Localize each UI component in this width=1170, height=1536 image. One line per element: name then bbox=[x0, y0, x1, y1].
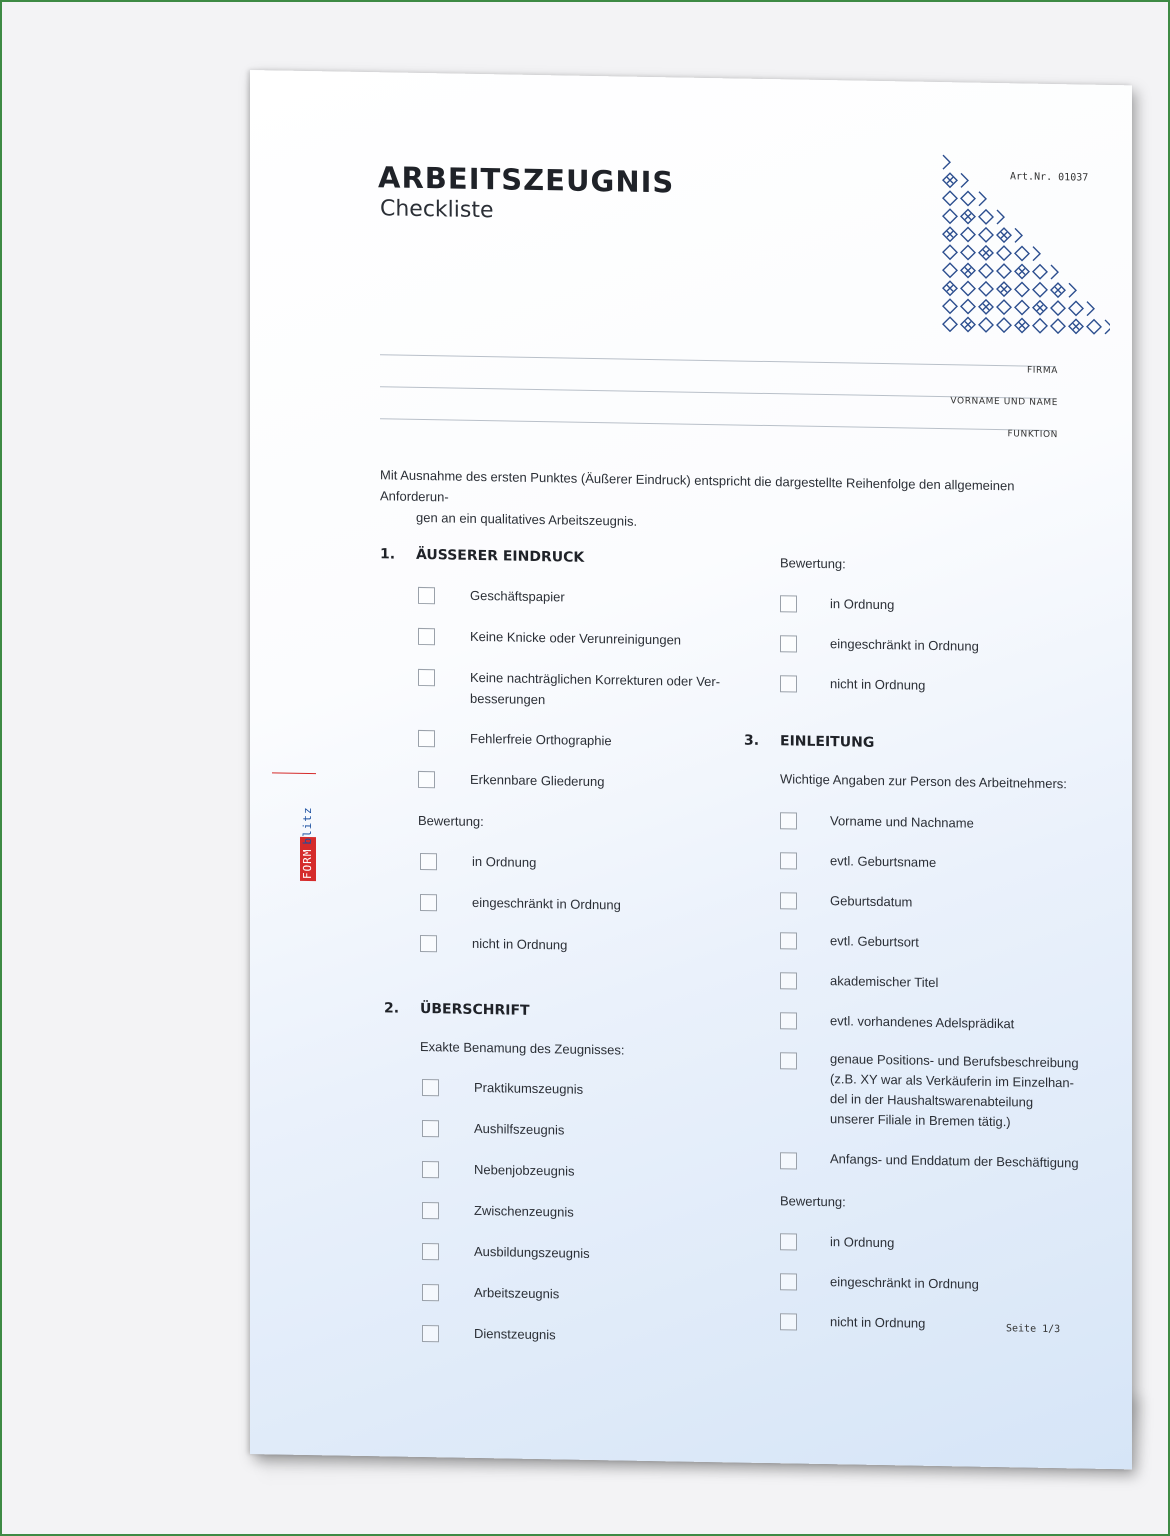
pattern-diamond bbox=[961, 281, 975, 295]
item-label: genaue Positions- und Berufsbeschreibung bbox=[830, 1051, 1079, 1071]
pattern-diamond bbox=[1087, 320, 1101, 334]
item-label: akademischer Titel bbox=[830, 973, 939, 991]
pattern-cross bbox=[965, 267, 971, 273]
checkbox-akademischer-titel[interactable] bbox=[780, 972, 797, 989]
checkbox-rating-in-ordnung[interactable] bbox=[420, 853, 437, 870]
checkbox-anfangs-enddatum[interactable] bbox=[780, 1152, 797, 1169]
pattern-cross bbox=[1001, 232, 1007, 238]
section-1-bewertung-label: Bewertung: bbox=[418, 812, 484, 830]
section-3-bewertung-label: Bewertung: bbox=[780, 1193, 846, 1210]
pattern-diamond bbox=[979, 228, 993, 242]
checkbox-gliederung[interactable] bbox=[418, 771, 435, 788]
pattern-diamond bbox=[1087, 302, 1094, 316]
pattern-cross bbox=[1037, 305, 1043, 311]
item-label: evtl. vorhandenes Adelsprädikat bbox=[830, 1013, 1015, 1032]
checkbox-rating-eingeschraenkt[interactable] bbox=[420, 894, 437, 911]
pattern-cross bbox=[1019, 322, 1025, 328]
pattern-diamond bbox=[1069, 283, 1076, 297]
checkbox-keine-knicke[interactable] bbox=[418, 628, 435, 645]
pattern-diamond bbox=[961, 191, 975, 205]
article-number: Art.Nr. 01037 bbox=[1010, 171, 1089, 184]
pattern-diamond bbox=[1033, 265, 1047, 279]
pattern-diamond bbox=[943, 299, 957, 313]
item-label: Vorname und Nachname bbox=[830, 813, 974, 831]
logo-blitz: blitz bbox=[301, 806, 314, 845]
checkbox-vorname-nachname[interactable] bbox=[780, 812, 797, 829]
firma-line bbox=[380, 354, 1056, 367]
pattern-diamond bbox=[997, 264, 1011, 278]
item-label: Anfangs- und Enddatum der Beschäftigung bbox=[830, 1151, 1079, 1171]
item-label: Arbeitszeugnis bbox=[474, 1284, 560, 1302]
pattern-diamond bbox=[979, 192, 986, 206]
checkbox-keine-korrekturen[interactable] bbox=[418, 669, 435, 686]
logo-text bbox=[300, 773, 316, 881]
checkbox-aushilfszeugnis[interactable] bbox=[422, 1120, 439, 1137]
rating-label: nicht in Ordnung bbox=[472, 935, 568, 953]
checkbox-positionsbeschreibung[interactable] bbox=[780, 1052, 797, 1069]
checkbox-geburtsort[interactable] bbox=[780, 932, 797, 949]
rating-label: in Ordnung bbox=[472, 853, 537, 870]
section-2-title: ÜBERSCHRIFT bbox=[420, 1000, 530, 1019]
firma-label: FIRMA bbox=[1026, 365, 1058, 377]
pattern-diamond bbox=[943, 155, 950, 169]
pattern-diamond bbox=[1015, 228, 1022, 242]
document-page bbox=[250, 70, 1132, 1469]
section-1-title: ÄUSSERER EINDRUCK bbox=[416, 546, 585, 566]
checkbox-rating-nicht-in-ordnung[interactable] bbox=[780, 1313, 797, 1330]
pattern-cross bbox=[983, 250, 989, 256]
item-label: Ausbildungszeugnis bbox=[474, 1243, 590, 1261]
pattern-diamond bbox=[943, 191, 957, 205]
pattern-cross bbox=[947, 231, 953, 237]
checkbox-geburtsname[interactable] bbox=[780, 852, 797, 869]
checkbox-rating-eingeschraenkt[interactable] bbox=[780, 1273, 797, 1290]
page-number: Seite 1/3 bbox=[1006, 1323, 1061, 1336]
checkbox-dienstzeugnis[interactable] bbox=[422, 1325, 439, 1342]
pattern-diamond bbox=[961, 299, 975, 313]
checkbox-geburtsdatum[interactable] bbox=[780, 892, 797, 909]
pattern-diamond bbox=[997, 246, 1011, 260]
pattern-diamond bbox=[1015, 300, 1029, 314]
pattern-diamond bbox=[961, 245, 975, 259]
section-2-subheading: Exakte Benamung des Zeugnisses: bbox=[420, 1038, 625, 1058]
item-label: Geburtsdatum bbox=[830, 893, 913, 910]
item-label: Erkennbare Gliederung bbox=[470, 771, 605, 790]
pattern-cross bbox=[947, 285, 953, 291]
pattern-diamond bbox=[961, 173, 968, 187]
item-label-continued: unserer Filiale in Bremen tätig.) bbox=[830, 1111, 1011, 1130]
checkbox-orthographie[interactable] bbox=[418, 730, 435, 747]
item-label: Nebenjobzeugnis bbox=[474, 1161, 575, 1179]
pattern-diamond bbox=[1105, 320, 1110, 334]
pattern-diamond bbox=[943, 317, 957, 331]
pattern-diamond bbox=[979, 264, 993, 278]
rating-label: nicht in Ordnung bbox=[830, 676, 926, 693]
checkbox-rating-nicht-in-ordnung[interactable] bbox=[420, 935, 437, 952]
rating-label: nicht in Ordnung bbox=[830, 1314, 926, 1331]
document-subtitle: Checkliste bbox=[380, 196, 494, 224]
item-label: evtl. Geburtsname bbox=[830, 853, 937, 870]
pattern-diamond bbox=[1033, 319, 1047, 333]
item-label-continued: (z.B. XY war als Verkäuferin im Einzelhan- bbox=[830, 1071, 1074, 1091]
pattern-cross bbox=[1055, 287, 1061, 293]
intro-paragraph bbox=[380, 464, 1060, 539]
section-2-heading bbox=[384, 1000, 530, 1019]
checkbox-arbeitszeugnis[interactable] bbox=[422, 1284, 439, 1301]
item-label: Keine nachträglichen Korrekturen oder Ver- bbox=[470, 669, 721, 690]
item-label: Fehlerfreie Orthographie bbox=[470, 730, 612, 749]
pattern-diamond bbox=[1015, 246, 1029, 260]
section-1-heading bbox=[380, 546, 584, 566]
pattern-cross bbox=[1019, 268, 1025, 274]
item-label: Aushilfszeugnis bbox=[474, 1120, 565, 1138]
checkbox-praktikumszeugnis[interactable] bbox=[422, 1079, 439, 1096]
section-2-number: 2. bbox=[384, 1000, 400, 1017]
pattern-diamond bbox=[1033, 283, 1047, 297]
pattern-diamond bbox=[943, 263, 957, 277]
intro-line-1: Mit Ausnahme des ersten Punktes (Äußerer Eindruck) entspricht die dargestellte Reihenfolge den allgemeinen Anforderun- bbox=[380, 467, 1015, 505]
section-1-number: 1. bbox=[380, 546, 396, 563]
checkbox-zwischenzeugnis[interactable] bbox=[422, 1202, 439, 1219]
pattern-diamond bbox=[1051, 319, 1065, 333]
pattern-diamond bbox=[961, 227, 975, 241]
pattern-diamond bbox=[943, 245, 957, 259]
intro-line-2: gen an ein qualitatives Arbeitszeugnis. bbox=[416, 509, 638, 529]
formblitz-logo bbox=[300, 773, 316, 881]
pattern-diamond bbox=[997, 210, 1004, 224]
pattern-diamond bbox=[943, 209, 957, 223]
item-label: Keine Knicke oder Verunreinigungen bbox=[470, 628, 682, 648]
item-label: Geschäftspapier bbox=[470, 587, 565, 605]
pattern-diamond bbox=[1051, 265, 1058, 279]
item-label-continued: del in der Haushaltswarenabteilung bbox=[830, 1091, 1034, 1110]
checkbox-rating-eingeschraenkt[interactable] bbox=[780, 635, 797, 652]
checkbox-ausbildungszeugnis[interactable] bbox=[422, 1243, 439, 1260]
item-label: Dienstzeugnis bbox=[474, 1325, 556, 1343]
pattern-diamond bbox=[979, 318, 993, 332]
pattern-diamond bbox=[979, 282, 993, 296]
rating-label: eingeschränkt in Ordnung bbox=[472, 894, 621, 913]
pattern-cross bbox=[1073, 323, 1079, 329]
pattern-diamond bbox=[979, 210, 993, 224]
pattern-cross bbox=[1001, 286, 1007, 292]
pattern-diamond bbox=[1069, 301, 1083, 315]
rating-label: eingeschränkt in Ordnung bbox=[830, 636, 979, 654]
pattern-cross bbox=[983, 304, 989, 310]
document-title: ARBEITSZEUGNIS bbox=[378, 160, 675, 200]
logo-form: FORM bbox=[301, 848, 314, 880]
section-3-title: EINLEITUNG bbox=[780, 733, 875, 751]
pattern-cross bbox=[965, 213, 971, 219]
pattern-cross bbox=[965, 321, 971, 327]
item-label-continued: besserungen bbox=[470, 690, 546, 708]
pattern-diamond bbox=[997, 300, 1011, 314]
section-3-subheading: Wichtige Angaben zur Person des Arbeitnehmers: bbox=[780, 771, 1067, 792]
name-label: VORNAME UND NAME bbox=[950, 396, 1058, 409]
rating-label: in Ordnung bbox=[830, 1234, 895, 1251]
checkbox-rating-in-ordnung[interactable] bbox=[780, 1233, 797, 1250]
section-3-number: 3. bbox=[744, 732, 760, 749]
funktion-line bbox=[380, 418, 1056, 431]
pattern-diamond bbox=[1051, 301, 1065, 315]
checkbox-geschaeftspapier[interactable] bbox=[418, 587, 435, 604]
section-3-heading bbox=[744, 733, 874, 751]
checkbox-rating-nicht-in-ordnung[interactable] bbox=[780, 675, 797, 692]
checkbox-adelspraedikat[interactable] bbox=[780, 1012, 797, 1029]
rating-label: in Ordnung bbox=[830, 596, 895, 613]
section-2-bewertung-label: Bewertung: bbox=[780, 555, 846, 572]
funktion-label: FUNKTION bbox=[1007, 429, 1058, 441]
pattern-diamond bbox=[1015, 282, 1029, 296]
checkbox-pattern-graphic bbox=[940, 152, 1110, 335]
checkbox-nebenjobzeugnis[interactable] bbox=[422, 1161, 439, 1178]
pattern-diamond bbox=[997, 318, 1011, 332]
checkbox-rating-in-ordnung[interactable] bbox=[780, 595, 797, 612]
item-label: Zwischenzeugnis bbox=[474, 1202, 574, 1220]
pattern-cross bbox=[947, 177, 953, 183]
rating-label: eingeschränkt in Ordnung bbox=[830, 1274, 979, 1292]
item-label: Praktikumszeugnis bbox=[474, 1079, 584, 1097]
item-label: evtl. Geburtsort bbox=[830, 933, 919, 950]
pattern-diamond bbox=[1033, 247, 1040, 261]
